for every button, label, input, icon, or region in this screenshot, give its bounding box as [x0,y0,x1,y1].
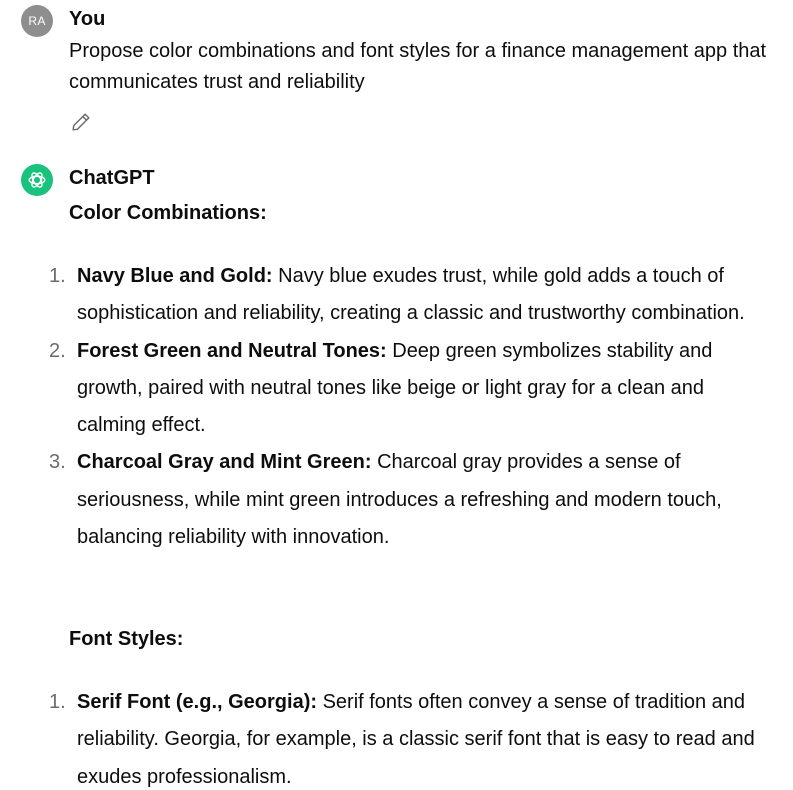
user-author-name: You [69,8,106,30]
list-term: Forest Green and Neutral Tones: [77,339,387,362]
user-message-text: Propose color combinations and font styles for a finance management app that communicates trust and reliability [69,40,767,93]
list-text: Deep green symbolizes stability and growth, paired with neutral tones like beige or light gray for a clean and calming effect. [77,339,713,437]
list-term: Navy Blue and Gold: [77,265,273,287]
list-number: 3. [49,451,66,474]
color-combinations-list [49,258,777,556]
color-combinations-heading: Color Combinations: [69,202,267,224]
user-avatar: RA [21,5,53,37]
list-text: Serif fonts often convey a sense of tradition and reliability. Georgia, for example, is a classic serif font that is easy to read and exudes professionalism. [77,691,755,788]
list-term: Charcoal Gray and Mint Green: [77,451,372,474]
list-number: 1. [49,691,66,713]
pencil-icon[interactable] [70,111,92,133]
list-number: 1. [49,265,66,287]
list-item [49,444,777,556]
openai-logo-icon [21,164,53,196]
list-text: Charcoal gray provides a sense of seriousness, while mint green introduces a refreshing and modern touch, balancing reliability with innovation. [77,451,722,549]
list-item [49,333,777,445]
list-item [49,684,777,790]
font-styles-heading: Font Styles: [69,628,184,650]
list-number: 2. [49,339,66,362]
list-item [49,258,777,333]
list-term: Serif Font (e.g., Georgia): [77,691,318,713]
assistant-author-name: ChatGPT [69,167,155,189]
list-text: Navy blue exudes trust, while gold adds a touch of sophistication and reliability, creating a classic and trustworthy combination. [77,265,745,325]
font-styles-list [49,684,777,790]
